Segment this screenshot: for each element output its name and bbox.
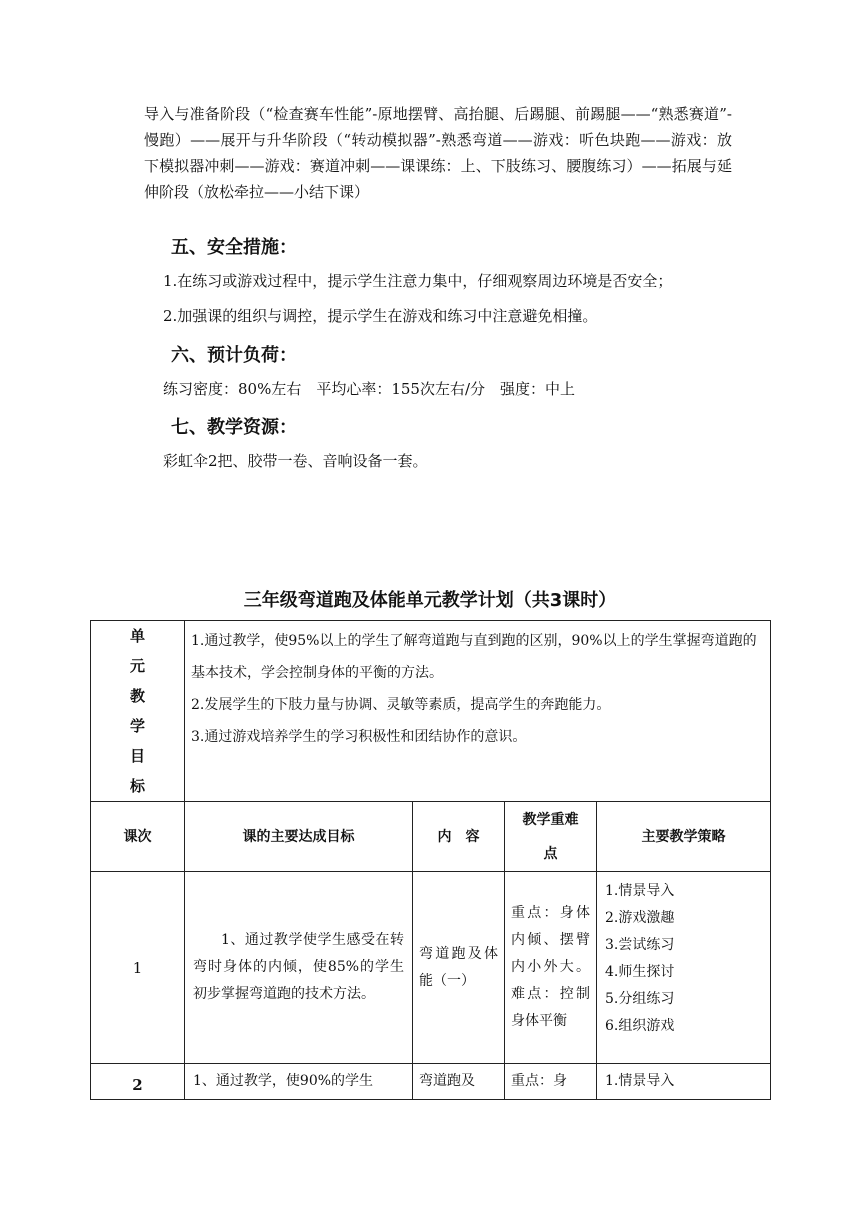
- load-heading: 六、预计负荷：: [171, 345, 297, 366]
- unit-goal-label: [91, 621, 185, 802]
- table-title: 三年级弯道跑及体能单元教学计划（共3课时）: [243, 590, 617, 611]
- lesson-strategy: [597, 1064, 771, 1100]
- resources-text: 彩虹伞2把、胶带一卷、音响设备一套。: [163, 452, 428, 470]
- unit-plan-table: [90, 620, 771, 1100]
- unit-goal-label-char: 单: [129, 627, 145, 645]
- lesson-strategy: [597, 872, 771, 1064]
- safety-heading: 五、安全措施：: [171, 237, 297, 258]
- unit-goals-cell: [185, 621, 771, 802]
- lesson-content: 弯道跑及体能（一）: [413, 872, 505, 1064]
- table-row: [91, 1064, 771, 1100]
- header-key-points: 教学重难点: [505, 802, 597, 872]
- lesson-number: 2: [91, 1064, 185, 1100]
- unit-goal-label-char: 标: [129, 777, 145, 795]
- lesson-content: 弯道跑及: [413, 1064, 505, 1100]
- safety-item-2: 2.加强课的组织与调控，提示学生在游戏和练习中注意避免相撞。: [163, 307, 598, 325]
- safety-item-1: 1.在练习或游戏过程中，提示学生注意力集中，仔细观察周边环境是否安全；: [163, 272, 673, 290]
- unit-goal-label-char: 元: [129, 657, 145, 675]
- strategy-item: 4.师生探讨: [605, 964, 675, 980]
- strategy-item: 2.游戏激趣: [605, 910, 675, 926]
- unit-goal-2: 2.发展学生的下肢力量与协调、灵敏等素质，提高学生的奔跑能力。: [191, 697, 611, 713]
- strategy-item: 3.尝试练习: [605, 937, 675, 953]
- resources-heading: 七、教学资源：: [171, 417, 297, 438]
- unit-goal-label-char: 目: [129, 747, 145, 765]
- lesson-key-points: 重点：身体内倾、摆臂内小外大。难点：控制身体平衡: [505, 872, 597, 1064]
- header-strategy: 主要教学策略: [597, 802, 771, 872]
- intro-paragraph: 导入与准备阶段（“检查赛车性能”-原地摆臂、高抬腿、后踢腿、前踢腿——“熟悉赛道”-慢跑）——展开与升华阶段（“转动模拟器”-熟悉弯道——游戏：听色块跑——游戏：放下模拟器冲刺——游戏：赛道冲刺——课课练：上、下肢练习、腰腹练习）——拓展与延伸阶段（放松牵拉——小结下课）: [144, 105, 732, 201]
- header-content: 内 容: [413, 802, 505, 872]
- load-text: 练习密度：80%左右 平均心率：155次左右/分 强度：中上: [163, 380, 576, 398]
- lesson-objective: 1、通过教学，使90%的学生: [185, 1064, 413, 1100]
- strategy-item: 1.情景导入: [605, 1073, 675, 1089]
- table-row: [91, 872, 771, 1064]
- unit-goal-label-char: 教: [129, 687, 145, 705]
- unit-goal-1: 1.通过教学，使95%以上的学生了解弯道跑与直到跑的区别，90%以上的学生掌握弯道跑的基本技术，学会控制身体的平衡的方法。: [191, 633, 757, 681]
- unit-goal-label-char: 学: [129, 717, 145, 735]
- unit-goal-3: 3.通过游戏培养学生的学习积极性和团结协作的意识。: [191, 729, 527, 745]
- strategy-item: 5.分组练习: [605, 991, 675, 1007]
- strategy-item: 6.组织游戏: [605, 1018, 675, 1034]
- lesson-number: 1: [91, 872, 185, 1064]
- header-objective: 课的主要达成目标: [185, 802, 413, 872]
- strategy-item: 1.情景导入: [605, 883, 675, 899]
- lesson-key-points: 重点：身: [505, 1064, 597, 1100]
- lesson-objective: 1、通过教学使学生感受在转弯时身体的内倾，使85%的学生初步掌握弯道跑的技术方法。: [185, 872, 413, 1064]
- header-lesson: 课次: [91, 802, 185, 872]
- header-row: [91, 802, 771, 872]
- unit-goal-row: [91, 621, 771, 802]
